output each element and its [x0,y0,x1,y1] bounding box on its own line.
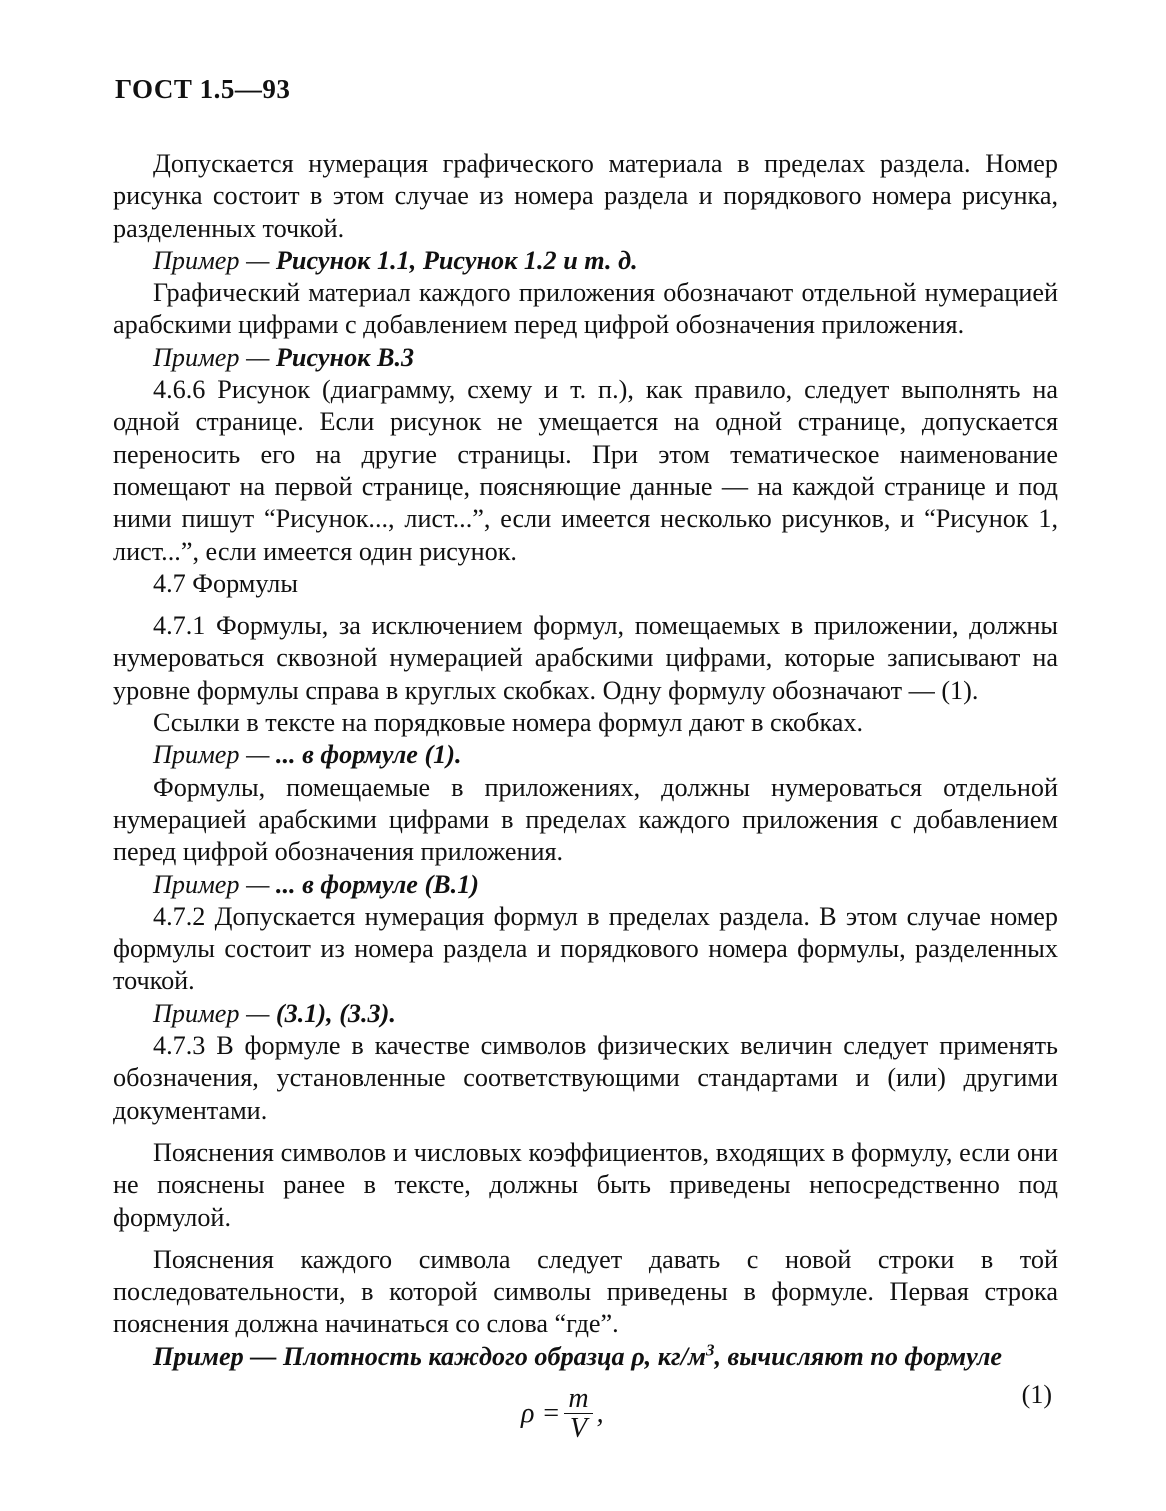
example-line [113,245,1058,277]
example-label: Пример — [153,998,270,1028]
document-body [113,148,1058,1449]
paragraph: Допускается нумерация графического материала в пределах раздела. Номер рисунка состоит в этом случае из номера раздела и порядкового номера рисунка, разделенных точкой. [113,149,1058,243]
example-line [113,1341,1058,1373]
paragraph: Пояснения символов и числовых коэффициентов, входящих в формулу, если они не пояснены ранее в тексте, должны быть приведены непосредственно под формулой. [113,1137,1058,1232]
formula-number: (1) [1021,1379,1052,1409]
example-line [113,998,1058,1030]
example-line [113,739,1058,771]
example-text: Пример — Плотность каждого образца ρ, кг/м [153,1341,706,1371]
paragraph: 4.6.6 Рисунок (диаграмму, схему и т. п.), как правило, следует выполнять на одной странице. Если рисунок не умещается на одной странице, допускается переносить его на другие страницы. При этом тематическое наименование помещают на первой странице, поясняющие данные — на каждой странице и под ними пишут “Рисунок..., лист...”, если имеется несколько рисунков, и “Рисунок 1, лист...”, если имеется один рисунок. [113,375,1058,566]
section-heading: 4.7 Формулы [153,568,298,598]
example-line [113,869,1058,901]
paragraph: Графический материал каждого приложения обозначают отдельной нумерацией арабскими цифрами с добавлением перед цифрой обозначения приложения. [113,278,1058,340]
formula-lhs: ρ = [521,1398,561,1430]
paragraph: 4.7.3 В формуле в качестве символов физических величин следует применять обозначения, установленные соответствующими стандартами и (или) другими документами. [113,1031,1058,1125]
superscript: 3 [705,1339,715,1359]
example-text: Рисунок 1.1, Рисунок 1.2 и т. д. [269,245,638,275]
paragraph: Ссылки в тексте на порядковые номера формул дают в скобках. [153,708,864,738]
example-line [113,342,1058,374]
example-label: Пример — [153,245,270,275]
formula-block [113,1379,1058,1449]
example-label: Пример — [153,869,270,899]
example-label: Пример — [153,740,270,770]
example-text: , вычисляют по формуле [714,1341,1003,1371]
example-text: ... в формуле (В.1) [269,869,480,899]
example-text: (3.1), (3.3). [269,998,396,1028]
example-text: ... в формуле (1). [269,740,462,770]
paragraph: Формулы, помещаемые в приложениях, должны нумероваться отдельной нумерацией арабскими цифрами в пределах каждого приложения с добавлением перед цифрой обозначения приложения. [113,772,1058,867]
example-label: Пример — [153,342,270,372]
page-header: ГОСТ 1.5—93 [115,74,291,104]
paragraph: Пояснения каждого символа следует давать с новой строки в той последовательности, в которой символы приведены в формуле. Первая строка пояснения должна начинаться со слова “где”. [113,1244,1058,1339]
density-formula [521,1382,604,1444]
formula-trail: , [596,1398,604,1430]
formula-denominator: V [569,1412,588,1444]
paragraph: 4.7.1 Формулы, за исключением формул, помещаемых в приложении, должны нумероваться сквозной нумерацией арабскими цифрами, которые записывают на уровне формулы справа в круглых скобках. Одну формулу обозначают — (1). [113,611,1058,705]
example-text: Рисунок В.3 [269,342,415,372]
paragraph: 4.7.2 Допускается нумерация формул в пределах раздела. В этом случае номер формулы состоит из номера раздела и порядкового номера формулы, разделенных точкой. [113,901,1058,996]
formula-fraction [564,1382,592,1444]
formula-numerator: m [564,1385,592,1414]
